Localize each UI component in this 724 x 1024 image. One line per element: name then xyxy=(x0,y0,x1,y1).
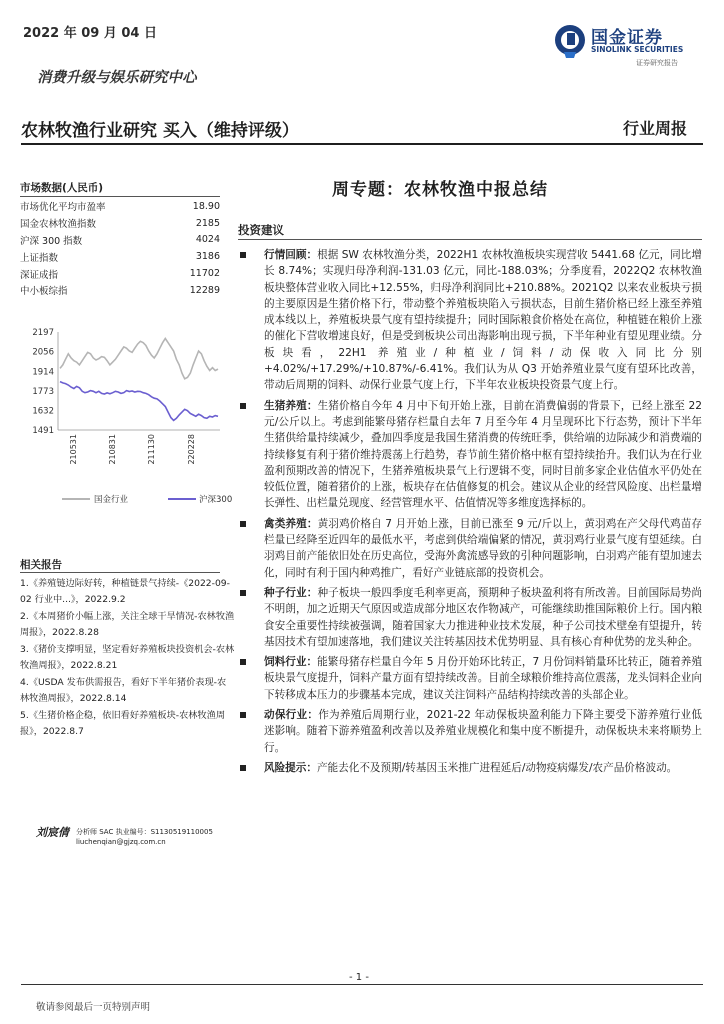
advice-item xyxy=(238,398,702,512)
chart-y-tick-label: 1914 xyxy=(32,367,54,378)
market-row xyxy=(20,265,220,282)
logo-en-text: SINOLINK SECURITIES xyxy=(591,45,684,54)
chart-x-tick-label: 210531 xyxy=(69,434,78,465)
related-reports-title: 相关报告 xyxy=(20,559,62,571)
market-value: 3186 xyxy=(195,251,220,263)
footer-divider xyxy=(21,984,703,985)
advice-head: 风险提示： xyxy=(264,761,317,774)
advice-item xyxy=(238,707,702,756)
related-report-item[interactable]: 5.《生猪价格企稳，依旧看好养殖板块-农林牧渔周报》，2022.8.7 xyxy=(20,710,226,737)
chart-legend-label: 国金行业 xyxy=(94,495,129,505)
market-value: 11702 xyxy=(189,268,220,280)
market-row xyxy=(20,215,220,232)
market-label: 深证成指 xyxy=(20,269,59,281)
chart-series-line xyxy=(60,382,218,421)
market-label: 沪深 300 指数 xyxy=(20,235,83,247)
chart-series-line xyxy=(60,339,218,379)
sidebar-divider xyxy=(20,196,220,197)
advice-text: 作为养殖后周期行业，2021-22 年动保板块盈利能力下降主要受下游养殖行业低迷影响。随着下游养殖盈利改善以及养殖业规模化和集中度不断提升，动保板块未来将顺势上行。 xyxy=(264,709,702,754)
advice-text: 种子板块一般四季度毛利率更高，预期种子板块盈利将有所改善。目前国际局势尚不明朗，加之近期天气原因或造成部分地区农作物减产，可能继续助推国际粮价上行。国内粮食安全重要性持续被强调，随着国家大力推进种业技术发展，种子公司技术壁垒有望提升，转基因技术有望加速落地，我们建议关注转基因技术优势明显、具有核心育种优势的龙头种企。 xyxy=(264,586,703,648)
market-row xyxy=(20,198,220,215)
chart-y-tick-label: 1632 xyxy=(32,406,54,417)
market-label: 中小板综指 xyxy=(20,286,68,298)
advice-text: 黄羽鸡价格自 7 月开始上涨，目前已涨至 9 元/斤以上，黄羽鸡在产父母代鸡苗存栏量已经降至近四年的最低水平，考虑到供给端偏紧的情况，黄羽鸡行业景气度有望延续。白羽鸡目前产能依旧处在历史高位，受海外禽流感导致的引种问题影响，白羽鸡产能有望加速去化，同时有利于国内种鸡推广，看好产业链底部的投资机会。 xyxy=(264,517,702,579)
footer-disclaimer: 敬请参阅最后一页特别声明 xyxy=(36,1002,151,1013)
page-number: - 1 - xyxy=(349,972,369,983)
advice-head: 动保行业： xyxy=(264,709,319,722)
section-divider xyxy=(238,239,702,240)
market-value: 12289 xyxy=(189,284,220,296)
advice-head: 行情回顾： xyxy=(264,249,318,261)
analyst-name: 刘宸倩 xyxy=(36,826,69,839)
header-divider xyxy=(21,143,703,145)
chart-x-tick-label: 210831 xyxy=(108,434,117,465)
advice-item xyxy=(238,585,702,650)
market-row xyxy=(20,232,220,249)
market-row xyxy=(20,282,220,299)
advice-text: 能繁母猪存栏量自今年 5 月份开始环比转正，7 月份饲料销量环比转正，随着养殖板块景气度提升，饲料产量方面有望持续改善。目前全球粮价维持高位震荡，龙头饲料企业向下转移成本压力的步骤基本完成，建议关注饲料产品结构持续改善的头部企业。 xyxy=(264,656,702,701)
report-rating-line: 农林牧渔行业研究 买入（维持评级） xyxy=(21,121,299,141)
advice-item xyxy=(238,654,702,703)
related-report-item[interactable]: 4.《USDA 发布供需报告，看好下半年猪价表现-农林牧渔周报》，2022.8.14 xyxy=(20,677,227,704)
research-center: 消费升级与娱乐研究中心 xyxy=(37,69,197,86)
logo-sub-text: 证券研究报告 xyxy=(636,59,678,67)
analyst-sac: 分析师 SAC 执业编号：S1130519110005 xyxy=(76,828,213,836)
market-value: 4024 xyxy=(195,234,220,246)
market-data-table xyxy=(20,198,220,299)
advice-item xyxy=(238,516,702,581)
advice-text: 根据 SW 农林牧渔分类，2022H1 农林牧渔板块实现营收 5441.68 亿元，同比增长 8.74%；实现归母净利润-131.03 亿元，同比-188.03%；分季度看，2022Q2 农林牧渔板块整体营业收入同比+12.55%，归母净利润同比+210.88%。2021Q2 以来农业板块亏损的主要原因是生猪价格下行，带动整个养殖板块陷入亏损状态，目前生猪价格已经上涨至养殖成本线以上，养殖板块景气度有望持续提升；同时国际粮食价格处在高位，种植链在粮价上涨的催化下营收增速良好，但是受到板块公司出海影响出现亏损，下半年种业有望见理业绩。分板块看，22H1 养殖业/种植业/饲料/动保收入同比分别+4.02%/+17.29%/+10.87%/-6.41%。我们认为从 Q3 开始养殖业景气度有望环比改善，带动后周期的饲料、动保行业景气度上行，下半年农业板块投资景气度上行。 xyxy=(264,249,703,392)
market-value: 2185 xyxy=(195,217,220,229)
logo-cn-text: 国金证券 xyxy=(591,28,663,48)
section-title: 投资建议 xyxy=(238,223,284,237)
advice-head: 生猪养殖： xyxy=(264,399,318,412)
report-date: 2022 年 09 月 04 日 xyxy=(23,26,157,41)
report-type: 行业周报 xyxy=(622,119,687,138)
market-value: 18.90 xyxy=(192,200,220,212)
analyst-email[interactable]: liuchenqian@gjzq.com.cn xyxy=(76,838,166,846)
related-report-item[interactable]: 3.《猪价支撑明显，坚定看好养殖板块投资机会-农林牧渔周报》，2022.8.21 xyxy=(20,644,235,671)
index-line-chart xyxy=(18,320,238,520)
investment-advice xyxy=(238,247,702,780)
market-data-title: 市场数据(人民币) xyxy=(20,182,104,194)
main-title: 周专题：农林牧渔中报总结 xyxy=(332,180,548,200)
advice-item xyxy=(238,760,702,776)
market-row xyxy=(20,248,220,265)
advice-head: 禽类养殖： xyxy=(264,517,318,530)
advice-head: 种子行业： xyxy=(264,586,318,599)
chart-legend-label: 沪深300 xyxy=(199,495,233,505)
chart-y-tick-label: 2197 xyxy=(32,328,54,338)
advice-head: 饲料行业： xyxy=(264,656,318,669)
market-label: 市场优化平均市盈率 xyxy=(20,202,106,214)
related-reports-list xyxy=(20,576,235,741)
advice-text: 生猪价格自今年 4 月中下旬开始上涨，目前在消费偏弱的背景下，已经上涨至 22 元/公斤以上。考虑到能繁母猪存栏量自去年 7 月至今年 4 月呈现环比下行态势，预计下半年生猪供给量持续减少，叠加四季度是我国生猪消费的传统旺季，供给端的边际减少和消费端的持续修复有利于猪价维持震荡上行趋势，春节前生猪价格中枢有望持续抬升。我们认为在行业盈利预期改善的情况下，生猪养殖板块景气上行逻辑不变，同时目前多家企业估值水平仍处在较低位置，随着猪价的上涨，板块存在估值修复的机会。建议从企业的经营风险度、出栏量增长弹性、出栏量兑现度、经营管理水平、估值情况等多维度选择标的。 xyxy=(264,399,702,510)
related-report-item[interactable]: 1.《养殖链边际好转，种植链景气持续-《2022-09-02 行业中...》，2022.9.2 xyxy=(20,578,230,605)
chart-x-tick-label: 220228 xyxy=(187,434,196,465)
chart-x-tick-label: 211130 xyxy=(147,434,156,465)
market-label: 上证指数 xyxy=(20,252,59,264)
advice-text: 产能去化不及预期/转基因玉米推广进程延后/动物疫病爆发/农产品价格波动。 xyxy=(316,761,678,774)
chart-y-tick-label: 2056 xyxy=(32,347,54,358)
chart-y-tick-label: 1773 xyxy=(32,386,54,397)
chart-y-tick-label: 1491 xyxy=(32,426,54,436)
analyst-info xyxy=(76,827,213,847)
related-divider xyxy=(20,572,220,573)
advice-item xyxy=(238,247,702,394)
related-report-item[interactable]: 2.《本周猪价小幅上涨，关注全球干旱情况-农林牧渔周报》，2022.8.28 xyxy=(20,611,235,638)
market-label: 国金农林牧渔指数 xyxy=(20,219,97,231)
